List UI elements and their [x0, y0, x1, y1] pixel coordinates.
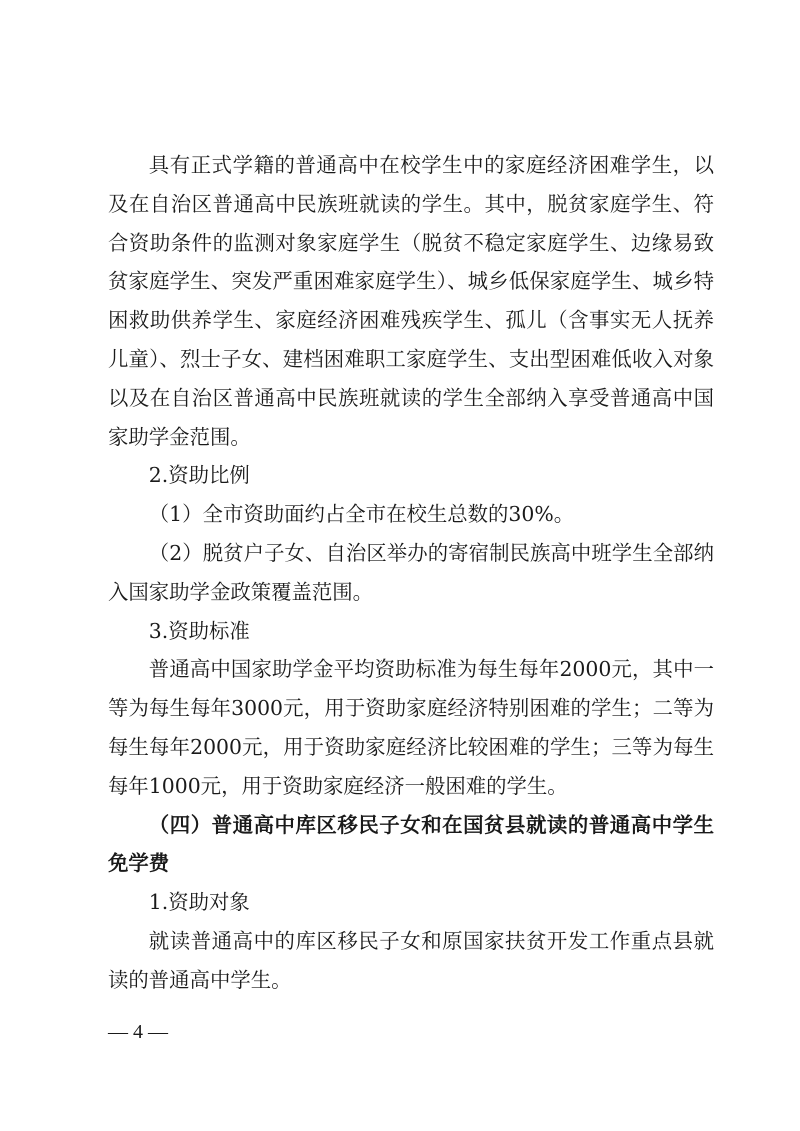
paragraph-ratio-1: （1）全市资助面约占全市在校生总数的30%。 — [148, 502, 575, 527]
heading-subsidy-target: 1.资助对象 — [148, 890, 250, 915]
paragraph-eligibility: 具有正式学籍的普通高中在校学生中的家庭经济困难学生，以及在自治区普通高中民族班就读的学生。其中，脱贫家庭学生、符合资助条件的监测对象家庭学生（脱贫不稳定家庭学生、边缘易致贫家庭学生、突发严重困难家庭学生）、城乡低保家庭学生、城乡特困救助供养学生、家庭经济困难残疾学生、孤儿（含事实无人抚养儿童）、烈士子女、建档困难职工家庭学生、支出型困难低收入对象以及在自治区普通高中民族班就读的学生全部纳入享受普通高中国家助学金范围。 — [108, 153, 714, 449]
heading-subsidy-standard: 3.资助标准 — [148, 618, 250, 643]
page-number: — 4 — — [108, 1021, 168, 1043]
heading-subsidy-ratio: 2.资助比例 — [148, 463, 250, 488]
paragraph-ratio-2: （2）脱贫户子女、自治区举办的寄宿制民族高中班学生全部纳入国家助学金政策覆盖范围。 — [108, 540, 714, 604]
paragraph-standard: 普通高中国家助学金平均资助标准为每生每年2000元，其中一等为每生每年3000元，用于资助家庭经济特别困难的学生；二等为每生每年2000元，用于资助家庭经济比较困难的学生；三等为每生每年1000元，用于资助家庭经济一般困难的学生。 — [108, 657, 714, 798]
document-body — [108, 146, 714, 1000]
paragraph-target: 就读普通高中的库区移民子女和原国家扶贫开发工作重点县就读的普通高中学生。 — [108, 928, 714, 992]
section-heading-tuition-waiver: （四）普通高中库区移民子女和在国贫县就读的普通高中学生免学费 — [108, 812, 714, 876]
